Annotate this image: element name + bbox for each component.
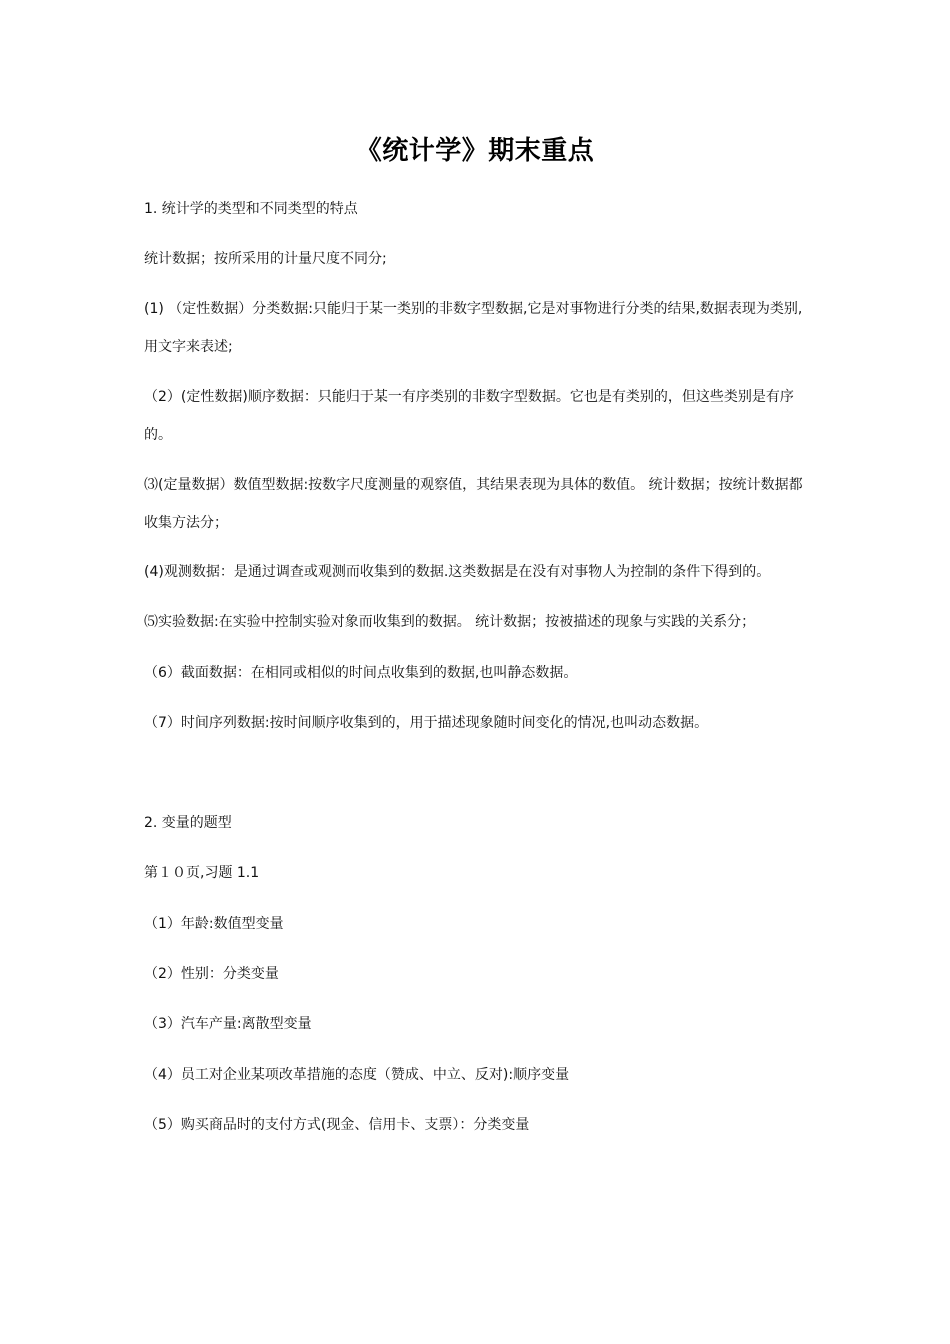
section-heading-2: 2. 变量的题型: [144, 815, 232, 831]
paragraph-line: ⑸实验数据:在实验中控制实验对象而收集到的数据。 统计数据；按被描述的现象与实践的关系分；: [144, 614, 756, 630]
list-item: （3）汽车产量:离散型变量: [144, 1016, 312, 1032]
paragraph-line: ⑶(定量数据）数值型数据:按数字尺度测量的观察值，其结果表现为具体的数值。 统计数据；按统计数据都收集方法分；: [144, 477, 803, 531]
document-title: 《统计学》期末重点: [355, 136, 595, 166]
paragraph-line: （7）时间序列数据:按时间顺序收集到的，用于描述现象随时间变化的情况,也叫动态数据。: [144, 715, 709, 731]
paragraph-line: 统计数据；按所采用的计量尺度不同分;: [144, 251, 387, 267]
section-heading-1: 1. 统计学的类型和不同类型的特点: [144, 201, 358, 217]
list-item: （1）年龄:数值型变量: [144, 916, 284, 932]
paragraph-line: 第１０页,习题 1.1: [144, 865, 260, 881]
paragraph-line: (1) （定性数据）分类数据:只能归于某一类别的非数字型数据,它是对事物进行分类的结果,数据表现为类别,用文字来表述;: [144, 301, 803, 355]
list-item: （2）性别：分类变量: [144, 966, 279, 982]
paragraph-line: (4)观测数据：是通过调查或观测而收集到的数据.这类数据是在没有对事物人为控制的条件下得到的。: [144, 564, 771, 580]
paragraph-line: （6）截面数据：在相同或相似的时间点收集到的数据,也叫静态数据。: [144, 665, 578, 681]
list-item: （4）员工对企业某项改革措施的态度（赞成、中立、反对):顺序变量: [144, 1067, 570, 1083]
paragraph-line: （2）(定性数据)顺序数据：只能归于某一有序类别的非数字型数据。它也是有类别的，但这些类别是有序的。: [144, 389, 794, 443]
list-item: （5）购买商品时的支付方式(现金、信用卡、支票）：分类变量: [144, 1117, 530, 1133]
